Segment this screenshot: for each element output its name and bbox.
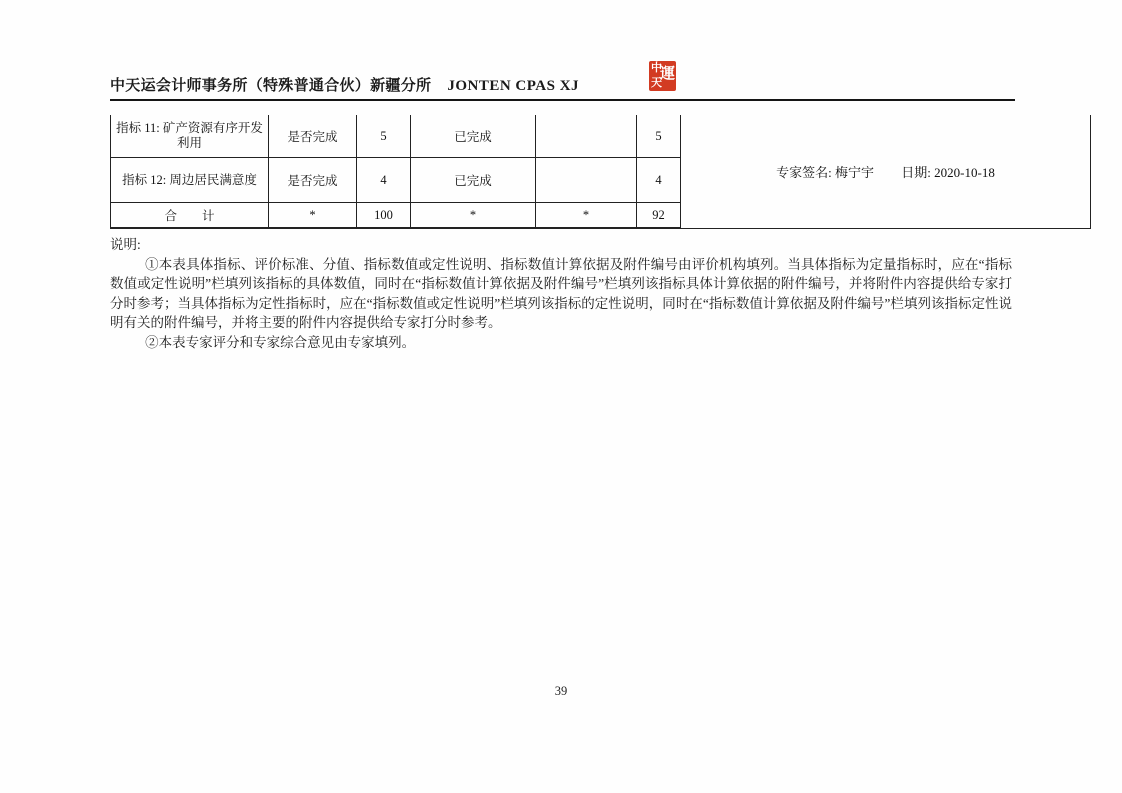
signature-label: 专家签名: <box>776 164 832 180</box>
firm-header <box>110 74 579 95</box>
date-label: 日期: <box>901 164 931 180</box>
cell-criteria: 是否完成 <box>269 158 357 203</box>
evaluation-table-wrap <box>110 115 1091 229</box>
cell-total-basis: * <box>536 203 637 229</box>
cell-value: 已完成 <box>411 158 536 203</box>
cell-total-expert-score: 92 <box>637 203 681 229</box>
cell-total-label: 合 计 <box>111 203 269 229</box>
cell-total-value: * <box>411 203 536 229</box>
cell-expert-score: 5 <box>637 115 681 158</box>
note-paragraph-1: ①本表具体指标、评价标准、分值、指标数值或定性说明、指标数值计算依据及附件编号由评价机构填列。当具体指标为定量指标时，应在“指标数值或定性说明”栏填列该指标的具体数值，同时在“指标数值计算依据及附件编号”栏填列该指标具体计算依据的附件编号，并将附件内容提供给专家打分时参考；当具体指标为定性指标时，应在“指标数值或定性说明”栏填列该指标的定性说明，同时在“指标数值计算依据及附件编号”栏填列该指标定性说明有关的附件编号，并将主要的附件内容提供给专家打分时参考。 <box>110 256 1012 331</box>
expert-signature-cell <box>681 115 1091 228</box>
seal-char-right: 運 <box>659 66 675 82</box>
cell-basis <box>536 158 637 203</box>
header-divider-rule <box>110 99 1015 101</box>
cell-score: 4 <box>357 158 411 203</box>
notes-heading: 说明: <box>110 237 141 252</box>
cell-indicator-name: 指标 11: 矿产资源有序开发利用 <box>111 115 269 158</box>
page-number: 39 <box>554 684 568 698</box>
signature-name: 梅宁宇 <box>835 164 875 180</box>
cell-basis <box>536 115 637 158</box>
seal-char-top-left: 中 <box>651 62 662 74</box>
firm-name-cn: 中天运会计师事务所（特殊普通合伙）新疆分所 <box>110 78 432 94</box>
cell-value: 已完成 <box>411 115 536 158</box>
firm-name-en: JONTEN CPAS XJ <box>447 78 580 94</box>
notes-section <box>110 235 1012 353</box>
note-paragraph-2: ②本表专家评分和专家综合意见由专家填列。 <box>145 334 416 350</box>
cell-score: 5 <box>357 115 411 158</box>
date-value: 2020-10-18 <box>934 164 995 180</box>
cell-criteria: 是否完成 <box>269 115 357 158</box>
cell-total-score: 100 <box>357 203 411 229</box>
seal-char-bottom-left: 天 <box>651 77 662 89</box>
cell-indicator-name: 指标 12: 周边居民满意度 <box>111 158 269 203</box>
evaluation-table <box>110 115 1091 229</box>
table-row-indicator-11 <box>111 115 1091 158</box>
company-seal-stamp <box>649 61 676 91</box>
cell-total-criteria: * <box>269 203 357 229</box>
cell-expert-score: 4 <box>637 158 681 203</box>
